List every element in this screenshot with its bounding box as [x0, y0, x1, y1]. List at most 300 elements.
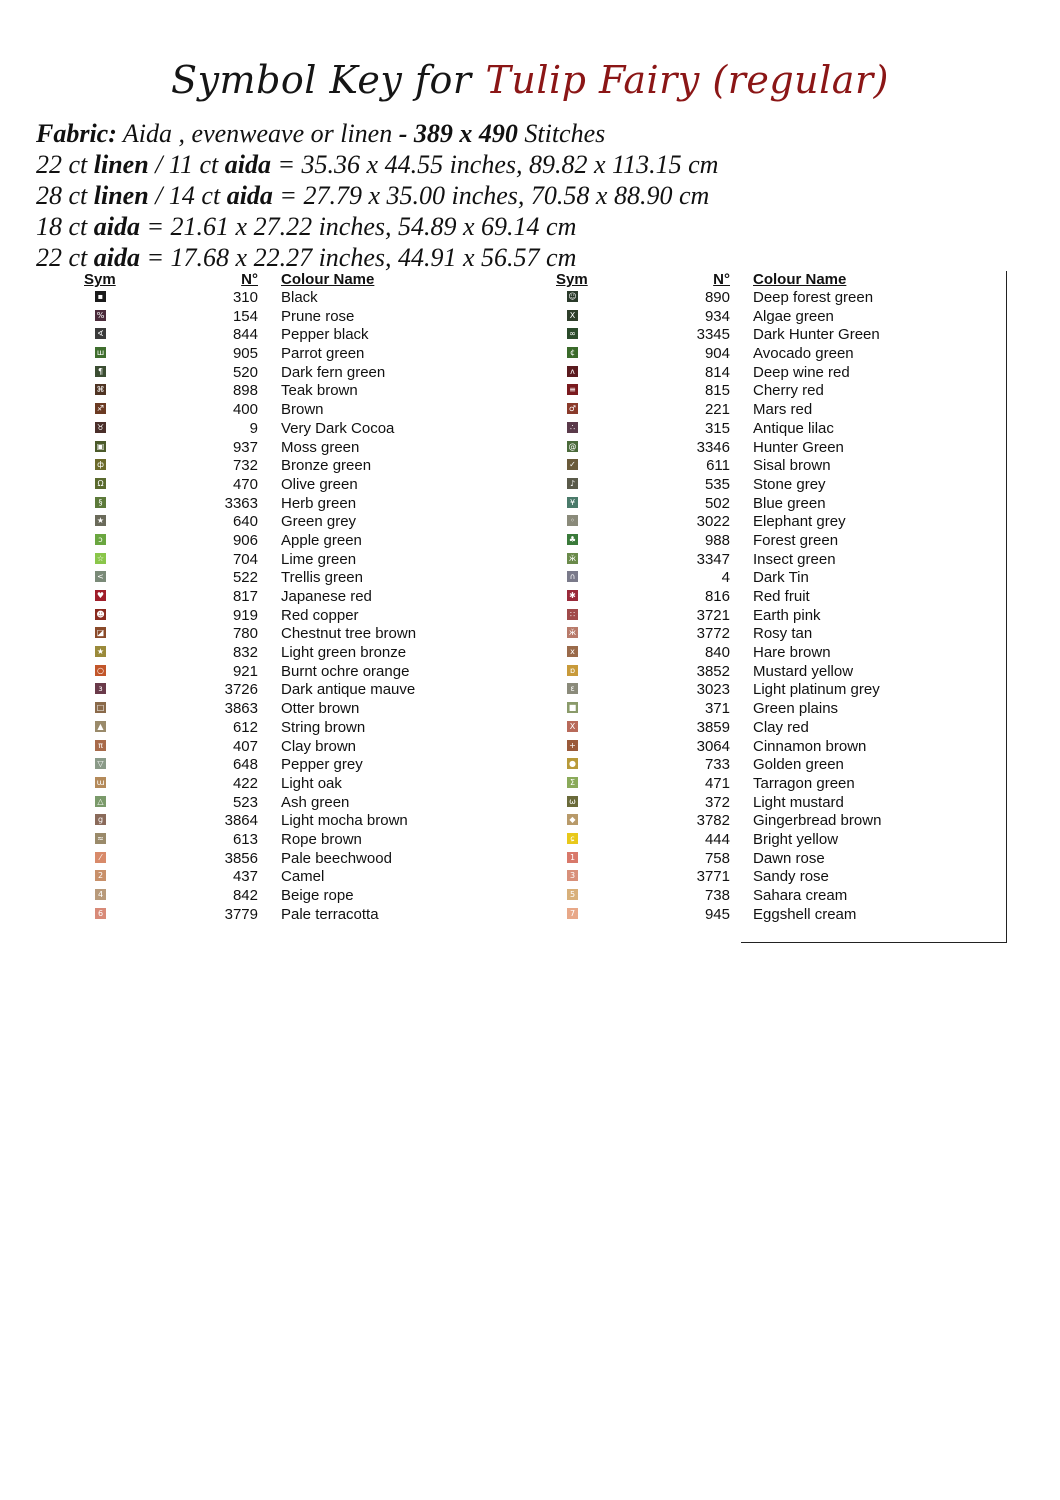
key-row — [556, 887, 1026, 906]
key-row — [84, 738, 554, 757]
thread-number: 3064 — [696, 737, 730, 755]
size-line — [36, 149, 718, 180]
thread-number: 523 — [232, 793, 258, 811]
symbol-swatch: ʌ — [567, 366, 578, 377]
symbol-key-right — [556, 271, 1026, 924]
key-row — [556, 308, 1026, 327]
symbol-swatch: ✓ — [567, 459, 578, 470]
key-rows — [556, 289, 1026, 924]
symbol-swatch: ♐ — [96, 404, 105, 414]
thread-number: 3022 — [696, 513, 730, 531]
colour-name: Deep wine red — [753, 363, 850, 381]
thread-number: 840 — [704, 644, 730, 662]
pattern-name: Tulip Fairy (regular) — [485, 58, 889, 102]
colour-name: Dark fern green — [281, 363, 386, 381]
size-dims: = 21.61 x 27.22 inches, 54.89 x 69.14 cm — [140, 212, 577, 241]
symbol-swatch: ♥ — [96, 591, 105, 600]
symbol-swatch: ● — [567, 758, 578, 769]
colour-name: Sandy rose — [753, 868, 829, 886]
thread-number: 371 — [704, 700, 730, 718]
colour-name: Rope brown — [281, 830, 362, 848]
thread-number: 3779 — [224, 905, 258, 923]
colour-name: Forest green — [753, 531, 839, 549]
key-row — [556, 569, 1026, 588]
colour-name: Blue green — [753, 494, 826, 512]
symbol-swatch: 3 — [567, 870, 578, 881]
fabric-dash: - — [398, 119, 414, 148]
symbol-swatch: ◆ — [567, 814, 578, 825]
thread-number: 470 — [232, 475, 258, 493]
key-row — [84, 644, 554, 663]
fabric-specs — [36, 118, 718, 273]
colour-name: Sahara cream — [753, 887, 848, 904]
key-row — [84, 401, 554, 420]
colour-name: Very Dark Cocoa — [281, 419, 395, 437]
symbol-swatch: ∞ — [567, 328, 578, 339]
thread-number: 310 — [232, 289, 258, 306]
size-prefix: 18 ct — [36, 212, 94, 241]
key-row — [556, 794, 1026, 813]
thread-number: 732 — [232, 457, 258, 475]
key-row — [556, 906, 1026, 925]
key-row — [556, 551, 1026, 570]
size-prefix: 28 ct — [36, 181, 94, 210]
colour-name: Algae green — [753, 307, 834, 325]
symbol-swatch: ◦ — [567, 515, 578, 526]
size-prefix: 22 ct — [36, 150, 94, 179]
thread-number: 535 — [704, 475, 730, 493]
colour-name: String brown — [281, 718, 366, 736]
symbol-swatch: § — [95, 497, 106, 508]
colour-name: Light mustard — [753, 793, 844, 811]
page-title — [0, 58, 1060, 102]
colour-name: Clay red — [753, 718, 809, 736]
key-row — [84, 681, 554, 700]
symbol-swatch: ⁄ — [95, 852, 106, 863]
fabric-line — [36, 118, 718, 149]
thread-number: 522 — [232, 569, 258, 587]
thread-number: 422 — [232, 774, 258, 792]
colour-name: Mars red — [753, 401, 813, 419]
key-row — [556, 457, 1026, 476]
thread-number: 612 — [232, 718, 258, 736]
key-row — [556, 663, 1026, 682]
thread-number: 816 — [704, 588, 730, 605]
thread-number: 3726 — [224, 681, 258, 699]
symbol-swatch: ∷ — [567, 609, 578, 620]
key-row — [556, 644, 1026, 663]
thread-number: 3771 — [696, 868, 730, 886]
colour-name: Cinnamon brown — [753, 737, 867, 755]
colour-name: Japanese red — [281, 588, 372, 605]
key-header — [556, 271, 1026, 289]
colour-name: Bronze green — [281, 457, 372, 475]
symbol-swatch: ■ — [568, 703, 577, 713]
symbol-swatch: ш — [96, 348, 105, 358]
key-row — [556, 364, 1026, 383]
symbol-swatch: ▲ — [95, 721, 106, 732]
header-number: N° — [713, 271, 730, 288]
colour-name: Hare brown — [753, 644, 831, 662]
header-number: N° — [241, 271, 258, 288]
colour-name: Parrot green — [281, 345, 365, 363]
thread-number: 221 — [704, 401, 730, 419]
thread-number: 315 — [704, 419, 730, 437]
size-fabric-alt: aida — [224, 150, 271, 179]
symbol-swatch: ▪ — [95, 291, 106, 302]
size-prefix: 22 ct — [36, 243, 94, 272]
symbol-swatch: ▽ — [95, 758, 106, 769]
size-mid: / 11 ct — [148, 150, 225, 179]
key-row — [556, 700, 1026, 719]
thread-number: 3852 — [696, 662, 730, 680]
symbol-swatch: ɛ — [567, 683, 578, 694]
size-line — [36, 180, 718, 211]
symbol-swatch: ♪ — [567, 478, 578, 489]
symbol-swatch: △ — [95, 796, 106, 807]
key-row — [84, 756, 554, 775]
thread-number: 906 — [232, 531, 258, 549]
key-row — [84, 700, 554, 719]
colour-name: Sisal brown — [753, 457, 831, 475]
thread-number: 3721 — [696, 606, 730, 624]
key-row — [84, 532, 554, 551]
colour-name: Light oak — [281, 774, 342, 792]
key-row — [84, 476, 554, 495]
thread-number: 844 — [232, 326, 258, 344]
symbol-swatch: ɕ — [567, 833, 578, 844]
key-row — [556, 532, 1026, 551]
symbol-swatch: ɒ — [567, 665, 578, 676]
thread-number: 444 — [704, 830, 730, 848]
key-row — [84, 719, 554, 738]
key-row — [84, 812, 554, 831]
header-colour-name: Colour Name — [753, 271, 847, 288]
colour-name: Lime green — [281, 550, 357, 568]
colour-name: Trellis green — [281, 569, 363, 587]
colour-name: Olive green — [281, 475, 358, 493]
key-header — [84, 271, 554, 289]
symbol-swatch: ӂ — [568, 628, 577, 638]
key-row — [556, 345, 1026, 364]
key-row — [556, 756, 1026, 775]
symbol-swatch: ☻ — [96, 609, 105, 619]
key-row — [84, 308, 554, 327]
size-line — [36, 242, 718, 273]
size-fabric-alt: aida — [226, 181, 273, 210]
thread-number: 9 — [249, 419, 258, 437]
size-fabric: linen — [93, 181, 149, 210]
thread-number: 988 — [704, 531, 730, 549]
symbol-swatch: 2 — [95, 870, 106, 881]
colour-name: Dark Hunter Green — [753, 326, 880, 344]
thread-number: 919 — [232, 606, 258, 624]
colour-name: Dark antique mauve — [281, 681, 416, 699]
colour-name: Black — [281, 289, 318, 306]
symbol-swatch: ↄ — [95, 534, 106, 545]
thread-number: 3346 — [696, 438, 730, 456]
colour-name: Red fruit — [753, 588, 810, 605]
symbol-swatch: 1 — [567, 852, 578, 863]
key-row — [84, 326, 554, 345]
thread-number: 3023 — [696, 681, 730, 699]
key-row — [84, 382, 554, 401]
thread-number: 817 — [232, 588, 258, 605]
thread-number: 904 — [704, 345, 730, 363]
key-row — [556, 439, 1026, 458]
symbol-swatch: ☆ — [96, 553, 105, 563]
colour-name: Insect green — [753, 550, 836, 568]
symbol-swatch: ▣ — [96, 441, 105, 451]
colour-name: Eggshell cream — [753, 905, 857, 923]
thread-number: 613 — [232, 830, 258, 848]
thread-number: 3772 — [696, 625, 730, 643]
key-row — [84, 439, 554, 458]
thread-number: 945 — [704, 905, 730, 923]
thread-number: 611 — [706, 457, 730, 475]
thread-number: 733 — [704, 756, 730, 774]
size-line — [36, 211, 718, 242]
key-row — [84, 569, 554, 588]
symbol-swatch: π — [95, 740, 106, 751]
symbol-swatch: + — [567, 740, 578, 751]
symbol-swatch: ◪ — [96, 628, 105, 638]
thread-number: 905 — [232, 345, 258, 363]
key-row — [84, 850, 554, 869]
key-row — [84, 588, 554, 607]
key-row — [556, 588, 1026, 607]
key-row — [556, 513, 1026, 532]
colour-name: Antique lilac — [753, 419, 834, 437]
symbol-swatch: ∴ — [567, 422, 578, 433]
header-sym: Sym — [556, 271, 588, 288]
thread-number: 758 — [704, 849, 730, 867]
table-border-bottom — [741, 942, 1007, 943]
symbol-swatch: ☺ — [568, 292, 577, 301]
symbol-swatch: ∩ — [567, 571, 578, 582]
key-row — [84, 364, 554, 383]
key-row — [556, 420, 1026, 439]
symbol-swatch: ɯ — [96, 777, 105, 787]
size-fabric: aida — [93, 212, 140, 241]
thread-number: 921 — [232, 662, 258, 680]
key-row — [556, 476, 1026, 495]
thread-number: 934 — [704, 307, 730, 325]
symbol-swatch: ♉ — [96, 422, 105, 432]
title-lead: Symbol Key for — [171, 58, 472, 102]
symbol-swatch: ¢ — [567, 347, 578, 358]
colour-name: Chestnut tree brown — [281, 625, 417, 643]
symbol-swatch: ○ — [95, 665, 106, 676]
size-fabric: aida — [93, 243, 140, 272]
colour-name: Bright yellow — [753, 830, 839, 848]
key-row — [84, 420, 554, 439]
key-row — [84, 887, 554, 906]
symbol-swatch: Σ — [567, 777, 578, 788]
symbol-swatch: X — [567, 721, 578, 732]
colour-name: Herb green — [281, 494, 357, 512]
symbol-swatch: 6 — [95, 908, 106, 919]
thread-number: 898 — [232, 382, 258, 400]
colour-name: Prune rose — [281, 307, 355, 325]
thread-number: 832 — [232, 644, 258, 662]
table-border-right — [1006, 271, 1007, 943]
colour-name: Dawn rose — [753, 849, 825, 867]
fabric-label: Fabric: — [36, 119, 117, 148]
colour-name: Avocado green — [753, 345, 854, 363]
key-row — [84, 457, 554, 476]
colour-name: Earth pink — [753, 606, 821, 624]
thread-number: 890 — [704, 289, 730, 306]
thread-number: 648 — [232, 756, 258, 774]
symbol-swatch: ≡ — [567, 384, 578, 395]
key-row — [556, 738, 1026, 757]
colour-name: Cherry red — [753, 382, 824, 400]
key-row — [556, 719, 1026, 738]
thread-number: 372 — [704, 793, 730, 811]
thread-number: 738 — [704, 887, 730, 904]
symbol-swatch: g — [95, 814, 106, 825]
symbol-swatch: ɜ — [95, 683, 106, 694]
thread-number: 3863 — [224, 700, 258, 718]
colour-name: Otter brown — [281, 700, 360, 718]
key-row — [84, 775, 554, 794]
thread-number: 3864 — [224, 812, 258, 830]
symbol-swatch: ★ — [96, 647, 105, 657]
colour-name: Moss green — [281, 438, 360, 456]
symbol-swatch: ф — [95, 459, 106, 470]
symbol-swatch: ∢ — [95, 328, 106, 339]
colour-name: Deep forest green — [753, 289, 874, 306]
header-sym: Sym — [84, 271, 116, 288]
thread-number: 3347 — [696, 550, 730, 568]
colour-name: Pepper black — [281, 326, 369, 344]
key-row — [84, 831, 554, 850]
colour-name: Elephant grey — [753, 513, 846, 531]
symbol-swatch: ♂ — [568, 404, 577, 414]
colour-name: Red copper — [281, 606, 359, 624]
key-row — [556, 401, 1026, 420]
symbol-swatch: ✱ — [567, 590, 578, 601]
thread-number: 780 — [232, 625, 258, 643]
thread-number: 3859 — [696, 718, 730, 736]
key-row — [84, 513, 554, 532]
thread-number: 502 — [704, 494, 730, 512]
symbol-swatch: 5 — [567, 889, 578, 900]
key-row — [556, 607, 1026, 626]
colour-name: Tarragon green — [753, 774, 855, 792]
colour-name: Green grey — [281, 513, 357, 531]
colour-name: Gingerbread brown — [753, 812, 882, 830]
thread-number: 3363 — [224, 494, 258, 512]
symbol-swatch: ♣ — [568, 534, 577, 544]
colour-name: Teak brown — [281, 382, 358, 400]
symbol-swatch: X — [567, 310, 578, 321]
colour-name: Brown — [281, 401, 324, 419]
colour-name: Dark Tin — [753, 569, 809, 587]
size-dims: = 35.36 x 44.55 inches, 89.82 x 113.15 cm — [270, 150, 719, 179]
thread-number: 3345 — [696, 326, 730, 344]
thread-number: 704 — [232, 550, 258, 568]
colour-name: Ash green — [281, 793, 350, 811]
thread-number: 815 — [704, 382, 730, 400]
key-row — [84, 551, 554, 570]
colour-name: Light mocha brown — [281, 812, 408, 830]
size-dims: = 27.79 x 35.00 inches, 70.58 x 88.90 cm — [272, 181, 710, 210]
stitch-suffix: Stitches — [517, 119, 606, 148]
key-row — [84, 345, 554, 364]
thread-number: 154 — [232, 307, 258, 325]
symbol-swatch: ⌘ — [96, 385, 105, 395]
thread-number: 400 — [232, 401, 258, 419]
thread-number: 4 — [721, 569, 730, 587]
key-row — [556, 812, 1026, 831]
size-dims: = 17.68 x 22.27 inches, 44.91 x 56.57 cm — [140, 243, 577, 272]
thread-number: 937 — [232, 438, 258, 456]
key-row — [556, 495, 1026, 514]
colour-name: Mustard yellow — [753, 662, 854, 680]
key-row — [84, 289, 554, 308]
key-row — [556, 831, 1026, 850]
key-row — [556, 326, 1026, 345]
colour-name: Apple green — [281, 531, 362, 549]
thread-number: 437 — [232, 868, 258, 886]
thread-number: 471 — [704, 774, 730, 792]
symbol-swatch: ¶ — [95, 366, 106, 377]
symbol-swatch: ★ — [96, 516, 105, 526]
key-rows — [84, 289, 554, 924]
thread-number: 640 — [232, 513, 258, 531]
key-row — [84, 794, 554, 813]
colour-name: Pale terracotta — [281, 905, 379, 923]
colour-name: Burnt ochre orange — [281, 662, 410, 680]
thread-number: 520 — [232, 363, 258, 381]
colour-name: Stone grey — [753, 475, 826, 493]
stitch-count: 389 x 490 — [413, 119, 518, 148]
colour-name: Green plains — [753, 700, 839, 718]
symbol-swatch: ω — [567, 796, 578, 807]
key-row — [84, 607, 554, 626]
thread-number: 842 — [232, 887, 258, 904]
key-row — [556, 625, 1026, 644]
key-row — [556, 681, 1026, 700]
symbol-swatch: 7 — [567, 908, 578, 919]
key-row — [556, 868, 1026, 887]
colour-name: Golden green — [753, 756, 844, 774]
colour-name: Pale beechwood — [281, 849, 392, 867]
key-row — [556, 775, 1026, 794]
key-row — [84, 868, 554, 887]
symbol-swatch: % — [96, 310, 105, 320]
size-mid: / 14 ct — [148, 181, 227, 210]
thread-number: 3856 — [224, 849, 258, 867]
symbol-key-left — [84, 271, 554, 924]
symbol-swatch: x — [567, 646, 578, 657]
symbol-swatch: ≈ — [95, 833, 106, 844]
symbol-swatch: @ — [568, 441, 577, 451]
size-fabric: linen — [93, 150, 149, 179]
symbol-swatch: < — [95, 571, 106, 582]
colour-name: Camel — [281, 868, 325, 886]
header-colour-name: Colour Name — [281, 271, 375, 288]
symbol-swatch: ¥ — [567, 497, 578, 508]
key-row — [84, 495, 554, 514]
thread-number: 3782 — [696, 812, 730, 830]
key-row — [84, 906, 554, 925]
key-row — [84, 663, 554, 682]
colour-name: Light platinum grey — [753, 681, 880, 699]
symbol-swatch: ӂ — [568, 553, 577, 563]
